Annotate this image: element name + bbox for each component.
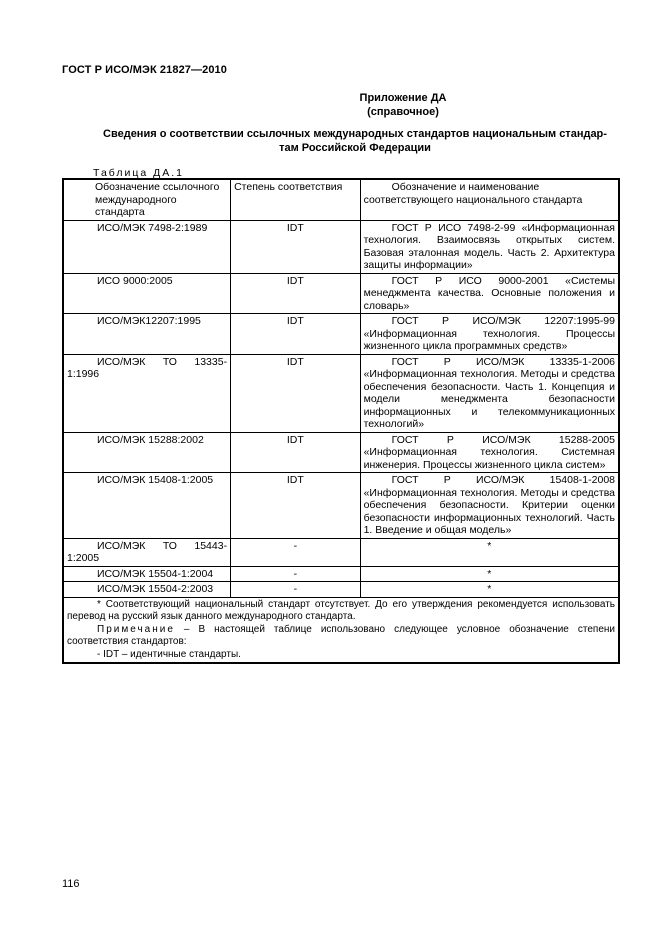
- degree-cell: -: [231, 582, 361, 598]
- table-row: [63, 473, 619, 539]
- note-label: Примечание: [97, 623, 175, 635]
- table-notes: [63, 597, 619, 663]
- standard-cell: ИСО/МЭК 7498-2:1989: [63, 220, 231, 273]
- column-header-degree: Степень соответствия: [231, 179, 361, 220]
- standard-cell: ИСО/МЭК12207:1995: [63, 314, 231, 355]
- national-standard-cell: *: [360, 566, 619, 582]
- standard-cell: ИСО/МЭК 15504-1:2004: [63, 566, 231, 582]
- note: [67, 624, 615, 649]
- national-standard-cell: ГОСТ Р ИСО/МЭК 12207:1995-99 «Информационная технология. Процессы жизненного цикла программных средств»: [360, 314, 619, 355]
- national-standard-cell: ГОСТ Р ИСО/МЭК 15288-2005 «Информационная технология. Системная инженерия. Процессы жизненного цикла систем»: [360, 432, 619, 473]
- column-header-national: Обозначение и наименование соответствующего национального стандарта: [360, 179, 619, 220]
- national-standard-cell: ГОСТ Р ИСО 7498-2-99 «Информационная технология. Взаимосвязь открытых систем. Базовая эталонная модель. Часть 2. Архитектура защиты информации»: [360, 220, 619, 273]
- degree-cell: IDT: [231, 220, 361, 273]
- standard-cell: ИСО/МЭК 15408-1:2005: [63, 473, 231, 539]
- legend: - IDT – идентичные стандарты.: [97, 648, 241, 660]
- national-standard-cell: *: [360, 538, 619, 566]
- table-notes-row: [63, 597, 619, 663]
- table-header-row: [63, 179, 619, 220]
- table-row: [63, 538, 619, 566]
- footnote: * Соответствующий национальный стандарт отсутствует. До его утверждения рекомендуется использовать перевод на русский язык данного международного стандарта.: [67, 598, 615, 622]
- national-standard-cell: ГОСТ Р ИСО 9000-2001 «Системы менеджмента качества. Основные положения и словарь»: [360, 273, 619, 314]
- table-row: [63, 354, 619, 432]
- standard-cell: ИСО 9000:2005: [63, 273, 231, 314]
- national-standard-cell: ГОСТ Р ИСО/МЭК 15408-1-2008 «Информационная технология. Методы и средства обеспечения безопасности. Критерии оценки безопасности информационных технологий. Часть 1. Введение и общая модель»: [360, 473, 619, 539]
- national-standard-cell: *: [360, 582, 619, 598]
- degree-cell: IDT: [231, 273, 361, 314]
- table-row: [63, 566, 619, 582]
- page-number: 116: [62, 878, 80, 890]
- appendix-title: Приложение ДА: [359, 92, 447, 104]
- degree-cell: IDT: [231, 432, 361, 473]
- degree-cell: IDT: [231, 314, 361, 355]
- appendix-subtitle: (справочное): [367, 106, 439, 118]
- table-row: [63, 582, 619, 598]
- document-code-header: ГОСТ Р ИСО/МЭК 21827—2010: [62, 64, 227, 76]
- note-text: – В настоящей таблице использовано следующее условное обозначение степени соответствия стандартов:: [67, 623, 615, 647]
- degree-cell: IDT: [231, 473, 361, 539]
- degree-cell: -: [231, 566, 361, 582]
- standard-cell: ИСО/МЭК ТО 13335-1:1996: [63, 354, 231, 432]
- appendix-heading: [62, 91, 620, 119]
- table-row: [63, 273, 619, 314]
- column-header-standard: [63, 179, 231, 220]
- column-header-standard-text: Обозначение ссылочного международного стандарта: [95, 181, 220, 218]
- degree-cell: -: [231, 538, 361, 566]
- national-standard-cell: ГОСТ Р ИСО/МЭК 13335-1-2006 «Информационная технология. Методы и средства обеспечения безопасности. Часть 1. Концепция и модели менеджмента безопасности информационных и телекоммуникационных технологий»: [360, 354, 619, 432]
- section-title: [90, 127, 620, 155]
- table-caption: Таблица ДА.1: [93, 167, 184, 179]
- table-row: [63, 314, 619, 355]
- standard-cell: ИСО/МЭК ТО 15443-1:2005: [63, 538, 231, 566]
- correspondence-table: [62, 178, 620, 664]
- table-row: [63, 220, 619, 273]
- section-title-line-1: Сведения о соответствии ссылочных международных стандартов национальным стандар-: [103, 128, 607, 140]
- degree-cell: IDT: [231, 354, 361, 432]
- section-title-line-2: там Российской Федерации: [279, 142, 431, 154]
- standard-cell: ИСО/МЭК 15288:2002: [63, 432, 231, 473]
- standard-cell: ИСО/МЭК 15504-2:2003: [63, 582, 231, 598]
- table-row: [63, 432, 619, 473]
